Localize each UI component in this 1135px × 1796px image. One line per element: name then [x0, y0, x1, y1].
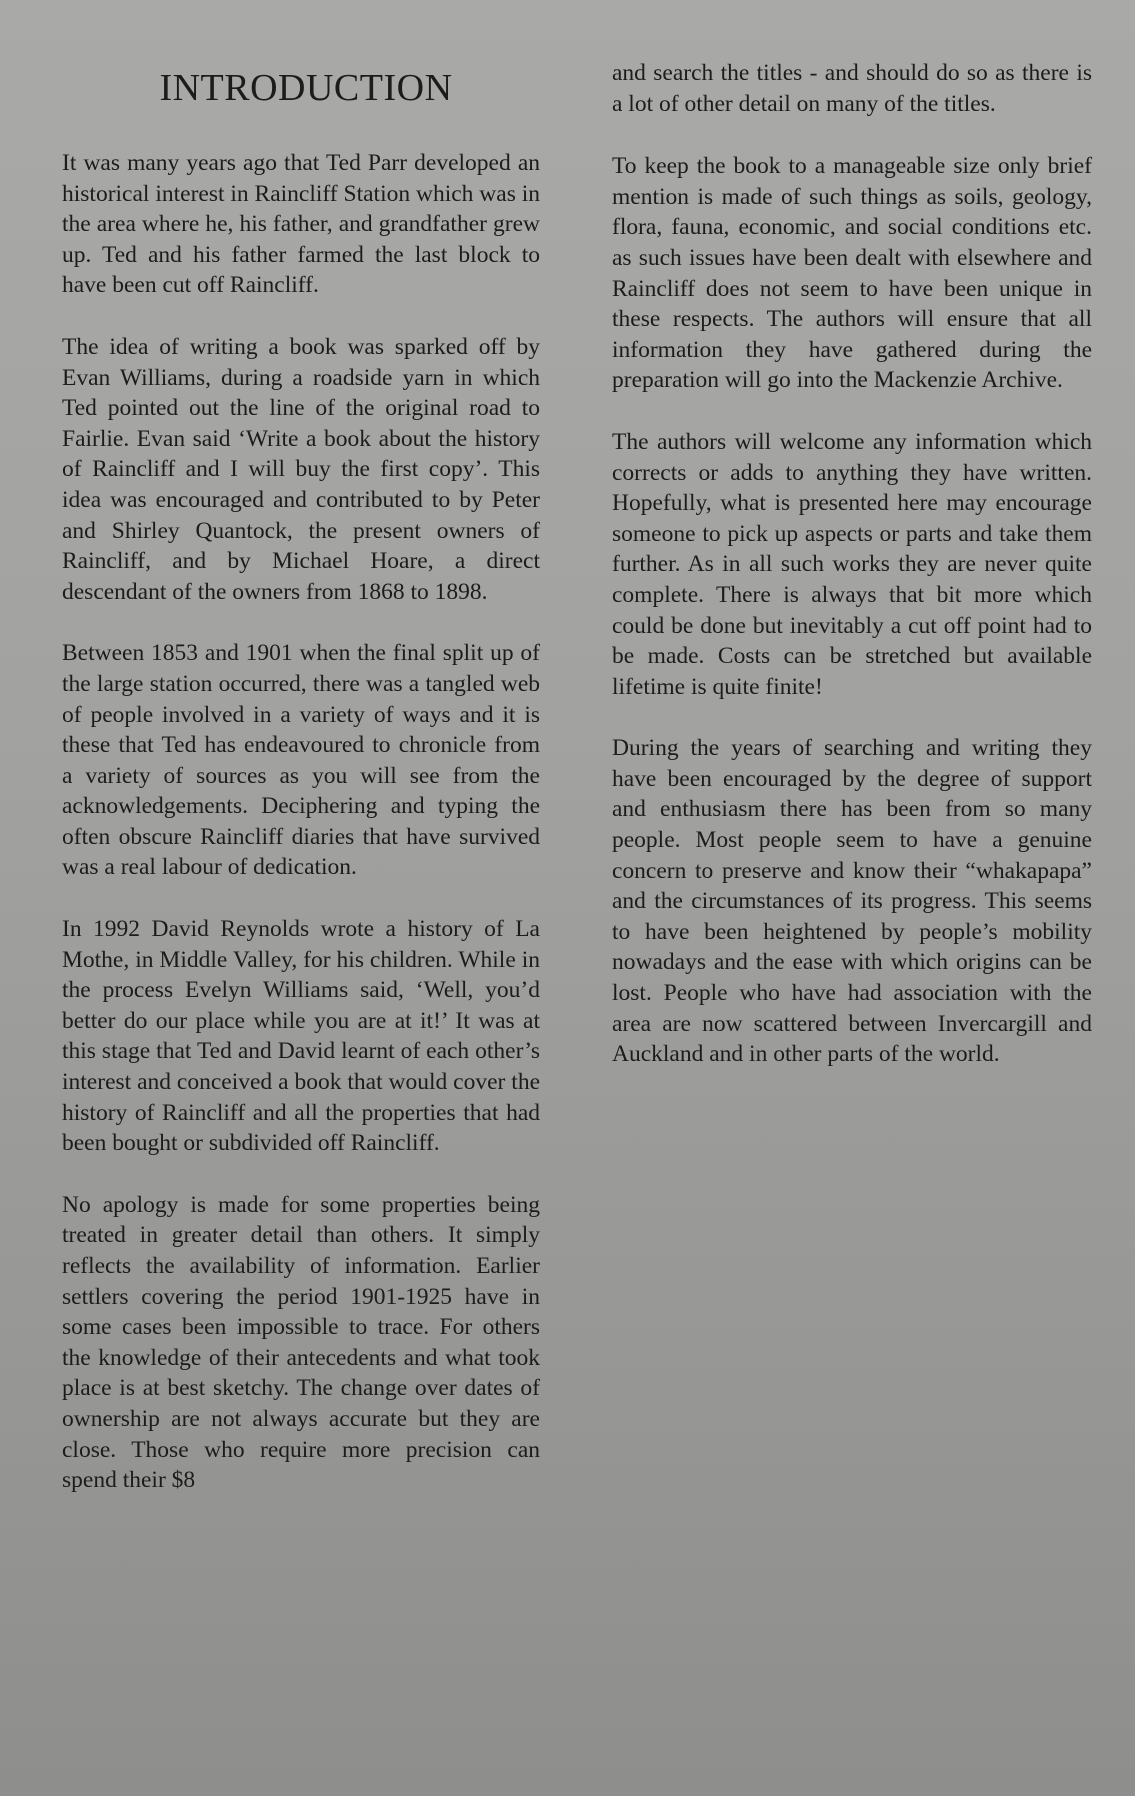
right-column: [612, 58, 1092, 1101]
paragraph: To keep the book to a manageable size only brief mention is made of such things as soils, geology, flora, fauna, economic, and social conditions etc. as such issues have been dealt with elsewhere and Raincliff does not seem to have been unique in these respects. The authors will ensure that all information they have gathered during the preparation will go into the Mackenzie Archive.: [612, 153, 1092, 394]
page-title: INTRODUCTION: [159, 67, 453, 109]
paragraph: and search the titles - and should do so as there is a lot of other detail on many of the titles.: [612, 60, 1092, 117]
paragraph: During the years of searching and writing they have been encouraged by the degree of support and enthusiasm there has been from so many people. Most people seem to have a genuine concern to preserve and know their “whakapapa” and the circumstances of its progress. This seems to have been heightened by people’s mobility nowadays and the ease with which origins can be lost. People who have had association with the area are now scattered between Invercargill and Auckland and in other parts of the world.: [612, 735, 1092, 1068]
paragraph: The idea of writing a book was sparked off by Evan Williams, during a roadside yarn in which Ted pointed out the line of the original road to Fairlie. Evan said ‘Write a book about the history of Raincliff and I will buy the first copy’. This idea was encouraged and contributed to by Peter and Shirley Quantock, the present owners of Raincliff, and by Michael Hoare, a direct descendant of the owners from 1868 to 1898.: [62, 333, 540, 605]
paragraph: The authors will welcome any information which corrects or adds to anything they have written. Hopefully, what is presented here may encourage someone to pick up aspects or parts and take them further. As in all such works they are never quite complete. There is always that bit more which could be done but inevitably a cut off point had to be made. Costs can be stretched but available lifetime is quite finite!: [612, 428, 1092, 700]
paragraph: No apology is made for some properties being treated in greater detail than others. It simply reflects the availability of information. Earlier settlers covering the period 1901-1925 have in some cases been impossible to trace. For others the knowledge of their antecedents and what took place is at best sketchy. The change over dates of ownership are not always accurate but they are close. Those who require more precision can spend their $8: [62, 1191, 540, 1494]
paragraph: Between 1853 and 1901 when the final split up of the large station occurred, there was a tangled web of people involved in a variety of ways and it is these that Ted has endeavoured to chronicle from a variety of sources as you will see from the acknowledgements. Deciphering and typing the often obscure Raincliff diaries that have survived was a real labour of dedication.: [62, 640, 540, 881]
paragraph: In 1992 David Reynolds wrote a history of La Mothe, in Middle Valley, for his children. While in the process Evelyn Williams said, ‘Well, you’d better do our place while you are at it!’ It was at this stage that Ted and David learnt of each other’s interest and conceived a book that would cover the history of Raincliff and all the properties that had been bought or subdivided off Raincliff.: [62, 916, 540, 1157]
left-column: [62, 62, 540, 1527]
paragraph: It was many years ago that Ted Parr developed an historical interest in Raincliff Station which was in the area where he, his father, and grandfather grew up. Ted and his father farmed the last block to have been cut off Raincliff.: [62, 150, 540, 299]
